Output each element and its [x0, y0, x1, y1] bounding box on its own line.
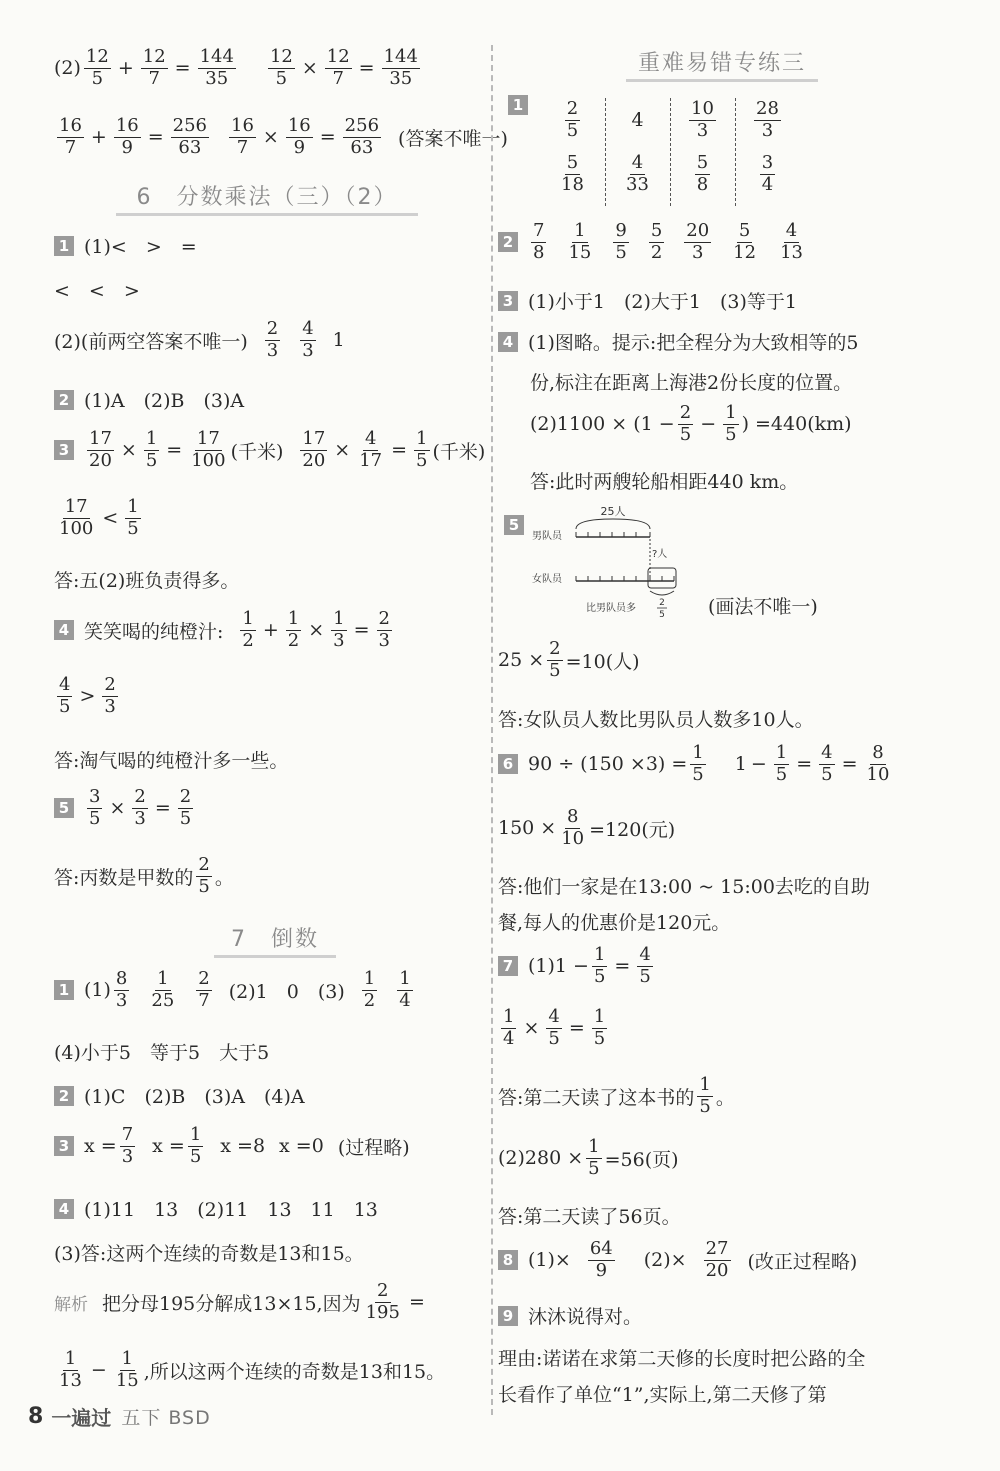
q6-eq2: 150 × $\frac{8}{10}$ =120(元): [498, 806, 676, 849]
s7-q1-line2: (4)小于5 等于5 大于5: [54, 1042, 270, 1064]
diagram-total-label: 25人: [600, 505, 626, 518]
q2-line1: (2) $\frac{12}{5}$ + $\frac{12}{7}$ = $\frac{144}{35}$ $\frac{12}{5}$ × $\frac{12}{7}$ = $\frac{144}{35}$: [54, 46, 418, 89]
s6-q5-answer: 答:丙数是甲数的 $\frac{2}{5}$ 。: [54, 854, 234, 897]
s6-q3-answer: 答:五(2)班负责得多。: [54, 570, 240, 592]
s6-q2: 2 (1)A (2)B (3)A: [54, 386, 244, 413]
q7-eq2: $\frac{1}{4}$ × $\frac{4}{5}$ = $\frac{1}{5}$: [503, 1006, 606, 1049]
q9-reason-1: 理由:诺诺在求第二天修的长度时把公路的全: [498, 1348, 866, 1370]
s6-q5-eq: 5 $\frac{3}{5}$ × $\frac{2}{3}$ = $\frac{2}{5}$: [54, 788, 196, 829]
column-divider: [491, 45, 493, 1415]
s6-q4-answer: 答:淘气喝的纯橙汁多一些。: [54, 750, 289, 772]
s6-q1-c: (2)(前两空答案不唯一) $\frac{2}{3}$ $\frac{4}{3}$ 1: [54, 318, 345, 361]
q7-answer-1: 答:第二天读了这本书的 $\frac{1}{5}$ 。: [498, 1074, 735, 1117]
s7-q3: 3 x = $\frac{7}{3}$ x = $\frac{1}{5}$ x =8 x =0 (过程略): [54, 1126, 410, 1167]
q6-eq1: 6 90 ÷ (150 ×3) = $\frac{1}{5}$ 1 − $\frac{1}{5}$ = $\frac{4}{5}$ = $\frac{8}{10}$: [498, 744, 894, 785]
page-footer: [28, 1402, 211, 1431]
q3-row: 3 (1)小于1 (2)大于1 (3)等于1: [498, 287, 797, 314]
q6-answer-2: 餐,每人的优惠价是120元。: [498, 912, 731, 934]
section-6-title: 6 分数乘法（三）（2）: [116, 180, 418, 216]
s6-q4-eq: 4 笑笑喝的纯橙汁: $\frac{1}{2}$ + $\frac{1}{2}$ × $\frac{1}{3}$ = $\frac{2}{3}$: [54, 610, 395, 651]
s7-q2: 2 (1)C (2)B (3)A (4)A: [54, 1082, 305, 1109]
q7-answer-2: 答:第二天读了56页。: [498, 1206, 681, 1228]
page-number: 8: [28, 1404, 44, 1429]
diagram-female-label: 女队员: [532, 574, 562, 585]
q4-eq: (2)1100 × (1 − $\frac{2}{5}$ − $\frac{1}{5}$ ) =440(km): [530, 402, 852, 445]
q1-grid: $\frac{2}{5}$ 4 $\frac{10}{3}$ $\frac{28}{3}$ $\frac{5}{18}$ $\frac{4}{33}$ $\frac{5}{8}$ $\frac{3}{4}$: [561, 97, 779, 195]
q7-eq3: (2)280 × $\frac{1}{5}$ =56(页): [498, 1136, 679, 1179]
s7-analysis-line1: 解析 把分母195分解成13×15,因为 $\frac{2}{195}$ =: [54, 1280, 425, 1323]
s7-q4-b: (3)答:这两个连续的奇数是13和15。: [54, 1243, 364, 1265]
s6-q3-compare: $\frac{17}{100}$ < $\frac{1}{5}$: [59, 496, 139, 539]
q4-line1: 4 (1)图略。提示:把全程分为大致相等的5: [498, 328, 858, 355]
q9-row: 9 沐沐说得对。: [498, 1302, 642, 1329]
q9-reason-2: 长看作了单位“1”,实际上,第二天修了第: [498, 1384, 827, 1406]
svg-text:5: 5: [659, 610, 665, 620]
q5-line-diagram: [528, 503, 688, 623]
q8-row: 8 (1)× $\frac{64}{9}$ (2)× $\frac{27}{20}$ (改正过程略): [498, 1240, 857, 1281]
s7-q1-line1: 1 (1) $\frac{8}{3}$ $\frac{1}{25}$ $\frac{2}{7}$ (2)1 0 (3) $\frac{1}{2}$ $\frac{1}{4}$: [54, 970, 416, 1011]
q2-line2: $\frac{16}{7}$ + $\frac{16}{9}$ = $\frac{256}{63}$ $\frac{16}{7}$ × $\frac{16}{9}$ = $\frac{256}{63}$ (答案不唯一): [59, 115, 508, 158]
s7-analysis-line2: $\frac{1}{13}$ − $\frac{1}{15}$ ,所以这两个连续的奇数是13和15。: [59, 1348, 446, 1391]
brand-logo: 一遍过: [51, 1406, 112, 1430]
diagram-unknown-label: ?人: [652, 549, 668, 560]
q2-row: 2 $\frac{7}{8}$ $\frac{1}{15}$ $\frac{9}{5}$ $\frac{5}{2}$ $\frac{20}{3}$ $\frac{5}{12}$ $\frac{4}{13}$: [498, 222, 808, 263]
q6-answer-1: 答:他们一家是在13:00 ~ 15:00去吃的自助: [498, 876, 870, 898]
right-section-title: 重难易错专练三: [626, 46, 818, 82]
q5-note: (画法不唯一): [708, 596, 818, 618]
diagram-male-label: 男队员: [532, 531, 562, 542]
s6-q1-b: < < >: [54, 280, 140, 302]
q4-line2: 份,标注在距离上海港2份长度的位置。: [530, 372, 853, 394]
q7-eq1: 7 (1)1 − $\frac{1}{5}$ = $\frac{4}{5}$: [498, 946, 656, 987]
svg-text:2: 2: [659, 598, 665, 608]
grade-label: 五下 BSD: [121, 1407, 211, 1429]
q5-answer: 答:女队员人数比男队员人数多10人。: [498, 709, 814, 731]
s6-q3-eq: 3 $\frac{17}{20}$ × $\frac{1}{5}$ = $\frac{17}{100}$ (千米) $\frac{17}{20}$ × $\frac{4}{17}$ = $\frac{1}{5}$ (千米): [54, 430, 485, 471]
diagram-more-label: 比男队员多: [586, 603, 636, 614]
section-7-title: 7 倒数: [214, 922, 336, 958]
q5-eq: 25 × $\frac{2}{5}$ =10(人): [498, 638, 640, 681]
s7-q4-a: 4 (1)11 13 (2)11 13 11 13: [54, 1195, 378, 1222]
q4-answer: 答:此时两艘轮船相距440 km。: [530, 471, 799, 493]
s6-q1-a: 1 (1)< > =: [54, 232, 197, 259]
s6-q4-compare: $\frac{4}{5}$ > $\frac{2}{3}$: [59, 674, 116, 717]
